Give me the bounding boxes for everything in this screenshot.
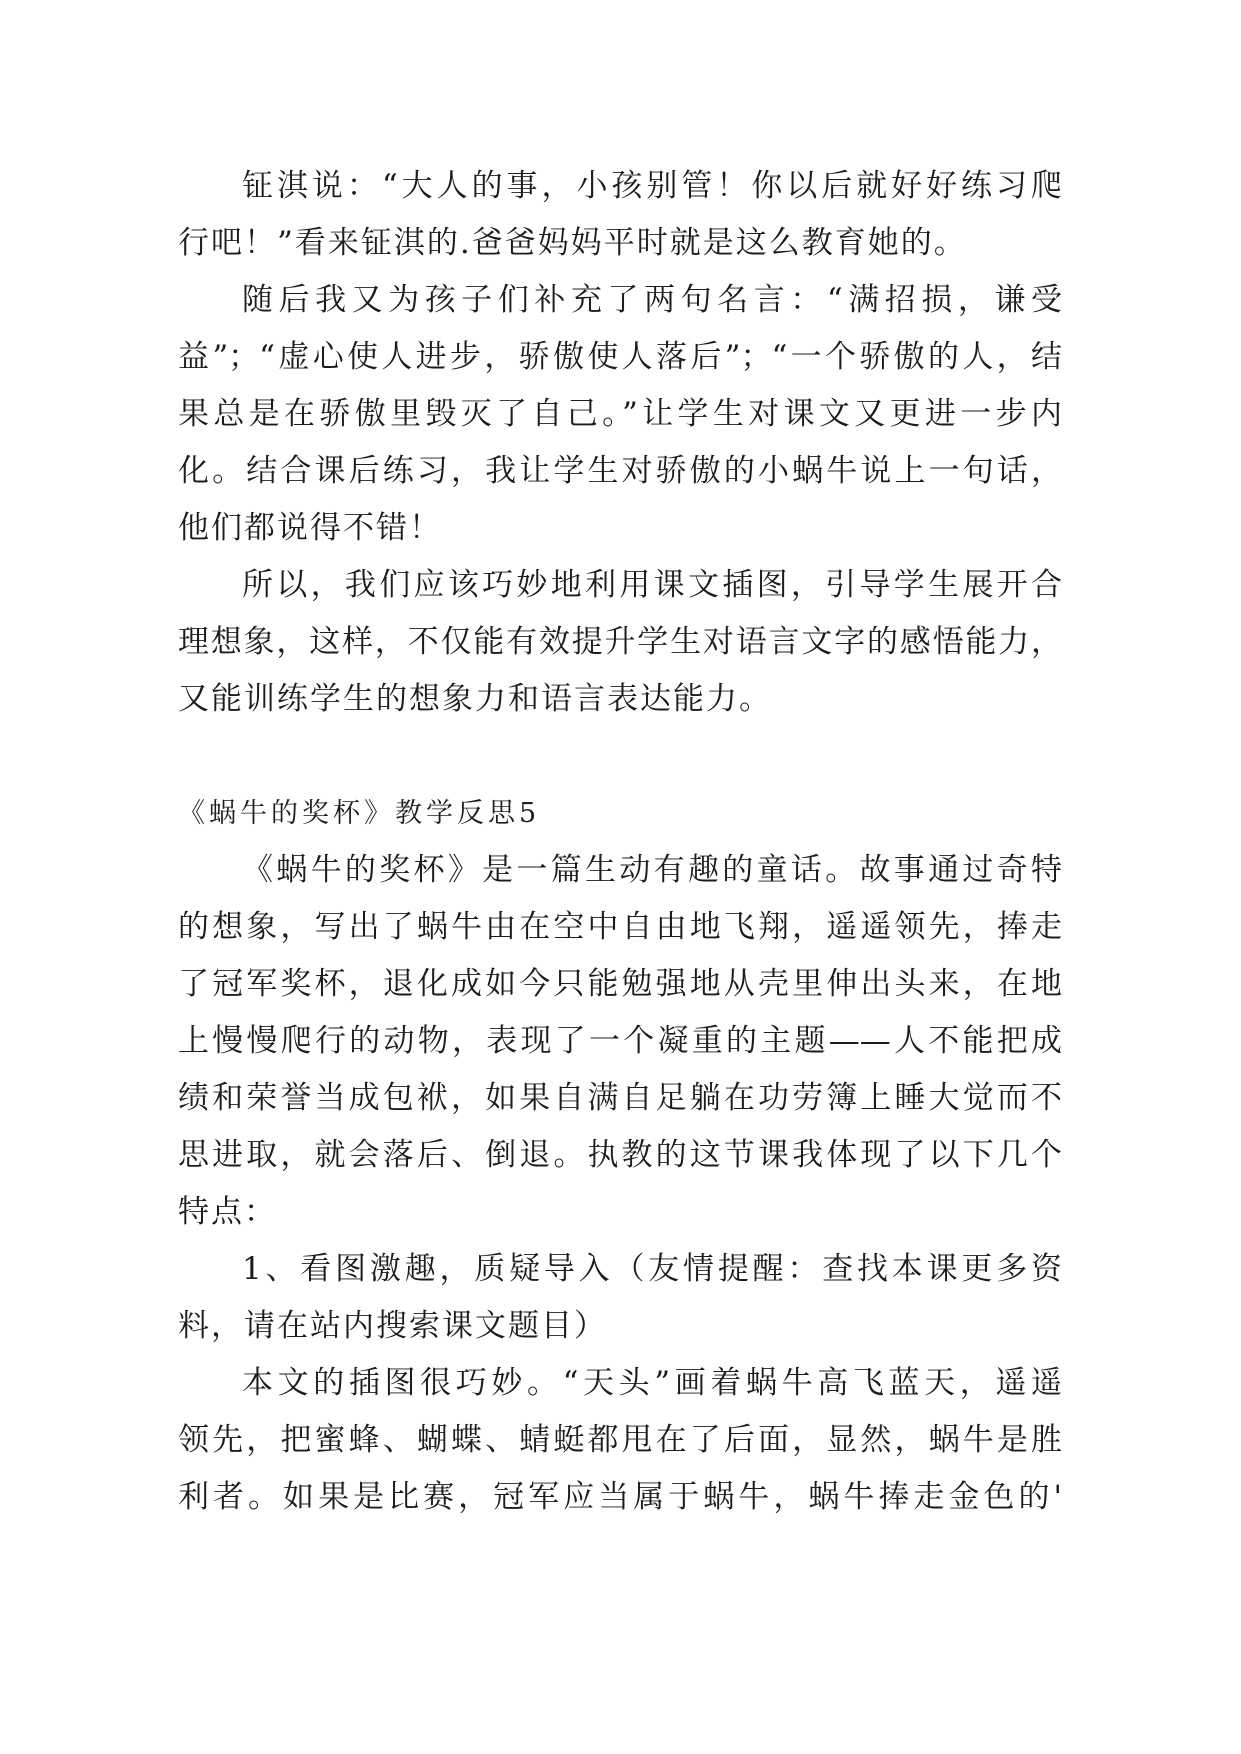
paragraph xyxy=(178,1355,1062,1526)
text-line: 思进取，就会落后、倒退。执教的这节课我体现了以下几个 xyxy=(178,1137,1062,1173)
paragraph xyxy=(178,557,1062,728)
text-line: 行吧！”看来钲淇的.爸爸妈妈平时就是这么教育她的。 xyxy=(178,225,967,261)
text-line: 钲淇说：“大人的事，小孩别管！你以后就好好练习爬 xyxy=(242,168,1062,204)
text-line: 特点： xyxy=(178,1194,277,1230)
text-line: 料，请在站内搜索课文题目） xyxy=(178,1308,607,1344)
text-line: 他们都说得不错！ xyxy=(178,510,442,546)
text-line: 领先，把蜜蜂、蝴蝶、蜻蜓都甩在了后面，显然，蜗牛是胜 xyxy=(178,1422,1062,1458)
text-line: 化。结合课后练习，我让学生对骄傲的小蜗牛说上一句话， xyxy=(178,453,1062,489)
text-line: 绩和荣誉当成包袱，如果自满自足躺在功劳簿上睡大觉而不 xyxy=(178,1080,1062,1116)
text-line: 了冠军奖杯，退化成如今只能勉强地从壳里伸出头来，在地 xyxy=(178,966,1062,1002)
paragraph xyxy=(178,1241,1062,1355)
text-line: 《蜗牛的奖杯》是一篇生动有趣的童话。故事通过奇特 xyxy=(242,852,1062,888)
paragraph xyxy=(178,158,1062,272)
text-line: 益”；“虚心使人进步，骄傲使人落后”；“一个骄傲的人，结 xyxy=(178,339,1062,375)
text-line: 果总是在骄傲里毁灭了自己。”让学生对课文又更进一步内 xyxy=(178,396,1062,432)
blank-line xyxy=(178,728,1062,785)
document-body xyxy=(178,158,1062,1526)
section-heading: 《蜗牛的奖杯》教学反思5 xyxy=(178,798,541,829)
text-line: 的想象，写出了蜗牛由在空中自由地飞翔，遥遥领先，捧走 xyxy=(178,909,1062,945)
text-line: 理想象，这样，不仅能有效提升学生对语言文字的感悟能力， xyxy=(178,624,1062,660)
text-line: 随后我又为孩子们补充了两句名言：“满招损，谦受 xyxy=(242,282,1062,318)
text-line: 1、看图激趣，质疑导入（友情提醒：查找本课更多资 xyxy=(242,1251,1062,1287)
text-line: 又能训练学生的想象力和语言表达能力。 xyxy=(178,681,772,717)
text-line: 所以，我们应该巧妙地利用课文插图，引导学生展开合 xyxy=(242,567,1062,603)
paragraph xyxy=(178,272,1062,557)
text-line: 上慢慢爬行的动物，表现了一个凝重的主题——人不能把成 xyxy=(178,1023,1062,1059)
paragraph xyxy=(178,842,1062,1241)
text-line: 本文的插图很巧妙。“天头”画着蜗牛高飞蓝天，遥遥 xyxy=(242,1365,1062,1401)
text-line: 利者。如果是比赛，冠军应当属于蜗牛，蜗牛捧走金色的' xyxy=(178,1479,1062,1515)
